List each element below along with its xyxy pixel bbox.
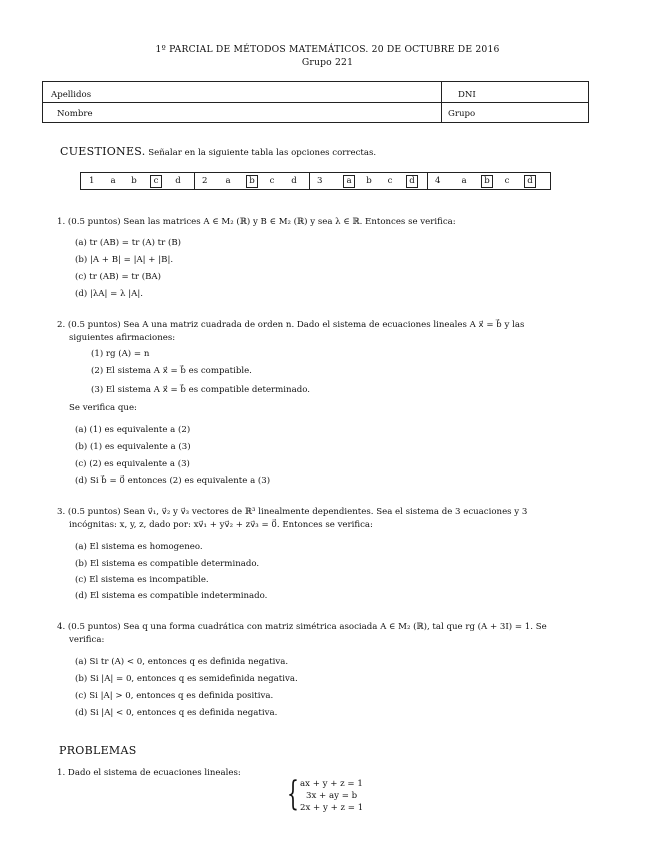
- grid-q2-opt-b[interactable]: b: [246, 175, 258, 188]
- grid-q1-opt-a[interactable]: a: [110, 176, 116, 186]
- problemas-heading: PROBLEMAS: [59, 744, 137, 757]
- exam-group: Grupo 221: [301, 57, 354, 68]
- q1-option-a[interactable]: (a) tr (AB) = tr (A) tr (B): [75, 238, 181, 248]
- q4-option-c[interactable]: (c) Si |A| > 0, entonces q es definida positiva.: [75, 691, 274, 701]
- grid-q3-number: 3: [317, 176, 323, 186]
- q2-option-b[interactable]: (b) (1) es equivalente a (3): [75, 442, 191, 452]
- grid-q2-opt-a[interactable]: a: [225, 176, 231, 186]
- q2-option-a[interactable]: (a) (1) es equivalente a (2): [75, 425, 191, 435]
- q4-stem-cont: verifica:: [69, 635, 105, 645]
- cuestiones-heading-line: [60, 145, 376, 158]
- grid-q2-opt-d[interactable]: d: [291, 176, 297, 186]
- grid-separator: [427, 173, 428, 189]
- grid-q1-opt-b[interactable]: b: [131, 176, 137, 186]
- apellidos-field[interactable]: Apellidos: [51, 90, 92, 100]
- q2-statement-2: (2) El sistema A x⃗ = b⃗ es compatible.: [91, 366, 252, 376]
- equation-2: 3x + ay = b: [306, 791, 358, 801]
- q4-option-d[interactable]: (d) Si |A| < 0, entonces q es definida negativa.: [75, 708, 278, 718]
- grid-q1-number: 1: [89, 176, 95, 186]
- q3-option-a[interactable]: (a) El sistema es homogeneo.: [75, 542, 203, 552]
- nombre-field[interactable]: Nombre: [57, 109, 93, 119]
- q1-option-c[interactable]: (c) tr (AB) = tr (BA): [75, 272, 161, 282]
- grid-q3-opt-b[interactable]: b: [366, 176, 372, 186]
- q3-stem-cont: incógnitas: x, y, z, dado por: xv⃗₁ + yv⃗₂ + zv⃗₃ = 0⃗. Entonces se verifica:: [69, 520, 373, 530]
- grid-q3-opt-d[interactable]: d: [406, 175, 418, 188]
- q1-option-b[interactable]: (b) |A + B| = |A| + |B|.: [75, 255, 174, 265]
- q2-stem: 2. (0.5 puntos) Sea A una matriz cuadrada de orden n. Dado el sistema de ecuaciones lineales A x⃗ = b⃗ y las: [57, 320, 525, 330]
- grid-q4-number: 4: [435, 176, 441, 186]
- grupo-field[interactable]: Grupo: [448, 109, 476, 119]
- grid-q2-opt-c[interactable]: c: [269, 176, 275, 186]
- q2-statement-1: (1) rg (A) = n: [91, 349, 150, 359]
- dni-field[interactable]: DNI: [458, 90, 476, 100]
- grid-q4-opt-b[interactable]: b: [481, 175, 493, 188]
- equation-1: ax + y + z = 1: [300, 779, 363, 789]
- cuestiones-instruction: Señalar en la siguiente tabla las opciones correctas.: [148, 148, 377, 158]
- grid-q4-opt-d[interactable]: d: [524, 175, 536, 188]
- form-column-divider: [441, 82, 442, 122]
- form-divider: [43, 102, 588, 103]
- q3-option-b[interactable]: (b) El sistema es compatible determinado.: [75, 559, 260, 569]
- student-form: [42, 81, 589, 123]
- q3-option-c[interactable]: (c) El sistema es incompatible.: [75, 575, 209, 585]
- q3-option-d[interactable]: (d) El sistema es compatible indeterminado.: [75, 591, 268, 601]
- q1-stem: 1. (0.5 puntos) Sean las matrices A ∈ M₂ (ℝ) y B ∈ M₂ (ℝ) y sea λ ∈ ℝ. Entonces se verifica:: [57, 217, 456, 227]
- problem-1-stem: 1. Dado el sistema de ecuaciones lineales:: [57, 768, 241, 778]
- q4-option-b[interactable]: (b) Si |A| = 0, entonces q es semidefinida negativa.: [75, 674, 298, 684]
- equation-3: 2x + y + z = 1: [300, 803, 364, 813]
- q4-stem: 4. (0.5 puntos) Sea q una forma cuadrática con matriz simétrica asociada A ∈ M₂ (ℝ), tal que rg (A + 3I) = 1. Se: [57, 622, 547, 632]
- q2-stem-cont: siguientes afirmaciones:: [69, 333, 176, 343]
- exam-title: 1º PARCIAL DE MÉTODOS MATEMÁTICOS. 20 DE OCTUBRE DE 2016: [155, 44, 500, 55]
- q3-stem: 3. (0.5 puntos) Sean v⃗₁, v⃗₂ y v⃗₃ vectores de ℝ³ linealmente dependientes. Sea el sistema de 3 ecuaciones y 3: [57, 507, 528, 517]
- q2-option-d[interactable]: (d) Si b⃗ = 0⃗ entonces (2) es equivalente a (3): [75, 476, 271, 486]
- system-brace: {: [287, 774, 299, 814]
- cuestiones-heading: CUESTIONES.: [60, 145, 146, 158]
- q1-option-d[interactable]: (d) |λA| = λ |A|.: [75, 289, 143, 299]
- grid-q1-opt-d[interactable]: d: [175, 176, 181, 186]
- grid-q1-opt-c[interactable]: c: [150, 175, 162, 188]
- q2-statement-3: (3) El sistema A x⃗ = b⃗ es compatible determinado.: [91, 385, 310, 395]
- grid-q2-number: 2: [202, 176, 208, 186]
- grid-q3-opt-c[interactable]: c: [387, 176, 393, 186]
- grid-q4-opt-c[interactable]: c: [504, 176, 510, 186]
- answer-grid: [80, 172, 551, 190]
- grid-q4-opt-a[interactable]: a: [461, 176, 467, 186]
- grid-separator: [309, 173, 310, 189]
- grid-separator: [194, 173, 195, 189]
- q4-option-a[interactable]: (a) Si tr (A) < 0, entonces q es definida negativa.: [75, 657, 289, 667]
- q2-se-verifica: Se verifica que:: [69, 403, 137, 413]
- grid-q3-opt-a[interactable]: a: [343, 175, 355, 188]
- q2-option-c[interactable]: (c) (2) es equivalente a (3): [75, 459, 190, 469]
